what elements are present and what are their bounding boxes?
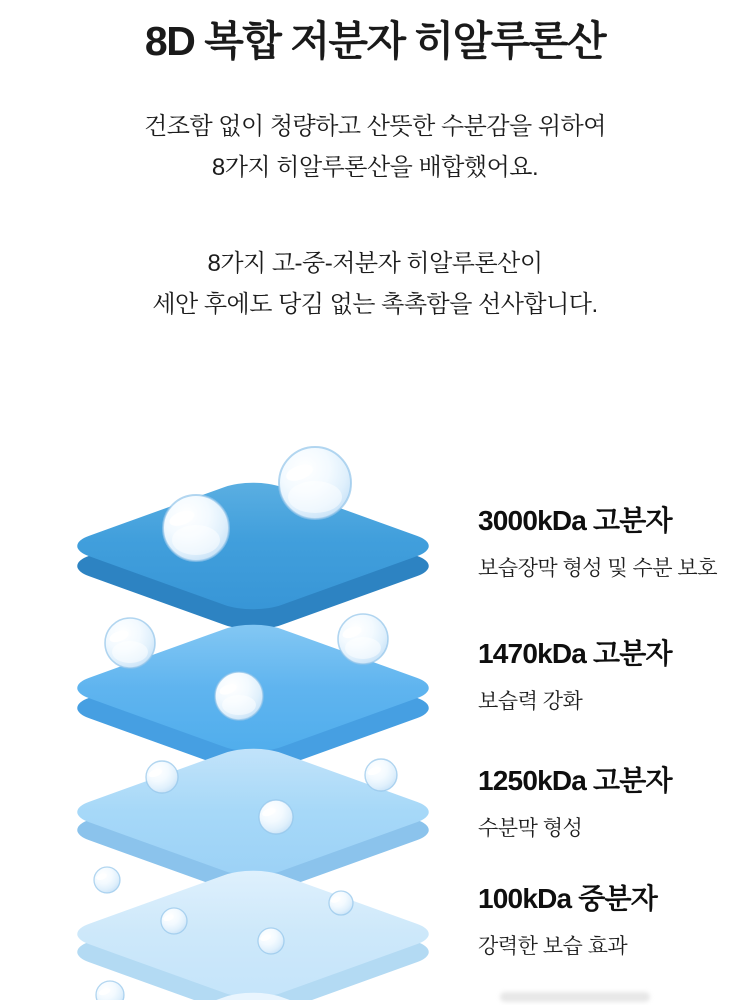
water-droplet xyxy=(279,447,351,519)
layer-label-heading: 3000kDa 고분자 xyxy=(478,505,672,536)
water-droplet xyxy=(329,891,353,915)
cutoff-next-label-hint xyxy=(500,992,650,1002)
water-droplet xyxy=(161,908,187,934)
layer-label-description: 보습력 강화 xyxy=(478,690,583,713)
intro-paragraph-1-line-1: 건조함 없이 청량하고 산뜻한 수분감을 위하여 xyxy=(144,113,606,140)
slab-layer-1 xyxy=(61,477,446,635)
layer-label-description: 보습장막 형성 및 수분 보호 xyxy=(478,557,717,580)
layer-label-description: 강력한 보습 효과 xyxy=(478,935,628,958)
intro-paragraph-1 xyxy=(0,106,750,188)
water-droplet xyxy=(96,981,124,1000)
water-droplet xyxy=(365,759,397,791)
water-droplet xyxy=(163,495,229,561)
water-droplet xyxy=(105,618,155,668)
water-droplet xyxy=(146,761,178,793)
layer-label-1470kda xyxy=(478,632,748,715)
layer-label-100kda xyxy=(478,877,748,960)
water-droplet xyxy=(259,800,293,834)
intro-paragraph-2-line-1: 8가지 고-중-저분자 히알루론산이 xyxy=(207,250,543,277)
layer-stack-diagram xyxy=(0,420,480,1000)
layer-stack-illustration xyxy=(0,420,480,1000)
layer-label-heading: 1250kDa 고분자 xyxy=(478,765,672,796)
water-droplet xyxy=(215,672,263,720)
intro-paragraph-1-line-2: 8가지 히알루론산을 배합했어요. xyxy=(211,154,539,181)
layer-label-heading: 100kDa 중분자 xyxy=(478,883,658,914)
water-droplet xyxy=(338,614,388,664)
layer-label-3000kda xyxy=(478,499,748,582)
intro-paragraph-2 xyxy=(0,243,750,325)
intro-paragraph-2-line-2: 세안 후에도 당김 없는 촉촉함을 선사합니다. xyxy=(152,291,598,318)
layer-label-heading: 1470kDa 고분자 xyxy=(478,638,672,669)
layer-label-description: 수분막 형성 xyxy=(478,817,583,840)
layer-label-1250kda xyxy=(478,759,748,842)
water-droplet xyxy=(94,867,120,893)
page-title: 8D 복합 저분자 히알루론산 xyxy=(144,18,606,64)
water-droplet xyxy=(258,928,284,954)
